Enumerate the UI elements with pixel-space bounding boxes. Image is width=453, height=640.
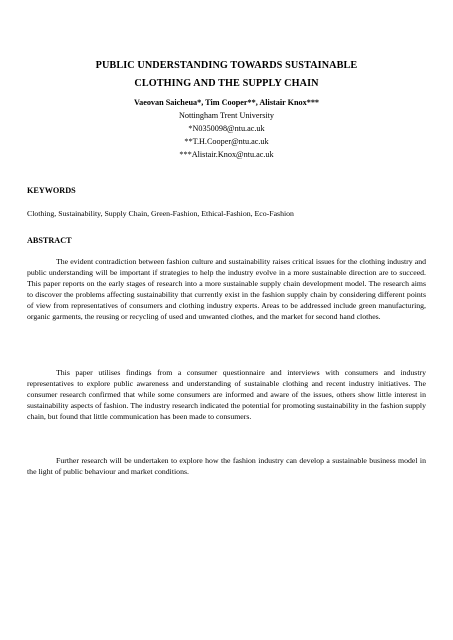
abstract-heading: ABSTRACT — [27, 236, 72, 245]
author-names: Vaeovan Saicheua*, Tim Cooper**, Alistair Knox*** — [133, 98, 320, 107]
author-email-2: **T.H.Cooper@ntu.ac.uk — [184, 137, 269, 146]
keywords-text: Clothing, Sustainability, Supply Chain, Green-Fashion, Ethical-Fashion, Eco-Fashion — [27, 209, 294, 218]
affiliation: Nottingham Trent University — [178, 111, 275, 120]
abstract-paragraph-2: This paper utilises findings from a consumer questionnaire and interviews with consumers and industry representatives to explore public awareness and understanding of sustainable clothing and recent industry initiatives. The consumer research confirmed that while some consumers are informed and aware of the issues, others show little interest in sustainability aspects of fashion. The industry research indicated the potential for promoting sustainability in the fashion supply chain, but found that little communication has been made to consumers. — [27, 368, 426, 422]
author-block — [40, 96, 413, 161]
author-email-3: ***Alistair.Knox@ntu.ac.uk — [179, 150, 274, 159]
title-line-2: CLOTHING AND THE SUPPLY CHAIN — [134, 78, 319, 89]
abstract-paragraph-3: Further research will be undertaken to explore how the fashion industry can develop a sustainable business model in the light of public behaviour and market conditions. — [27, 456, 426, 477]
author-email-1: *N0350098@ntu.ac.uk — [188, 124, 265, 133]
abstract-paragraph-1: The evident contradiction between fashion culture and sustainability raises critical issues for the clothing industry and public understanding will be important if strategies to help the industry evolve in a more sustainable direction are to succeed. This paper reports on the early stages of research into a more sustainable supply chain development model. The research aims to discover the problems affecting sustainability that currently exist in the fashion supply chain by considering different points of view from representatives of consumers and clothing industry experts. Areas to be addressed include green manufacturing, organic garments, the reusing or recycling of used and unwanted clothes, and the market for second hand clothes. — [27, 257, 426, 322]
title-line-1: PUBLIC UNDERSTANDING TOWARDS SUSTAINABLE — [95, 60, 358, 71]
keywords-heading: KEYWORDS — [27, 186, 76, 195]
paper-title — [40, 57, 413, 93]
